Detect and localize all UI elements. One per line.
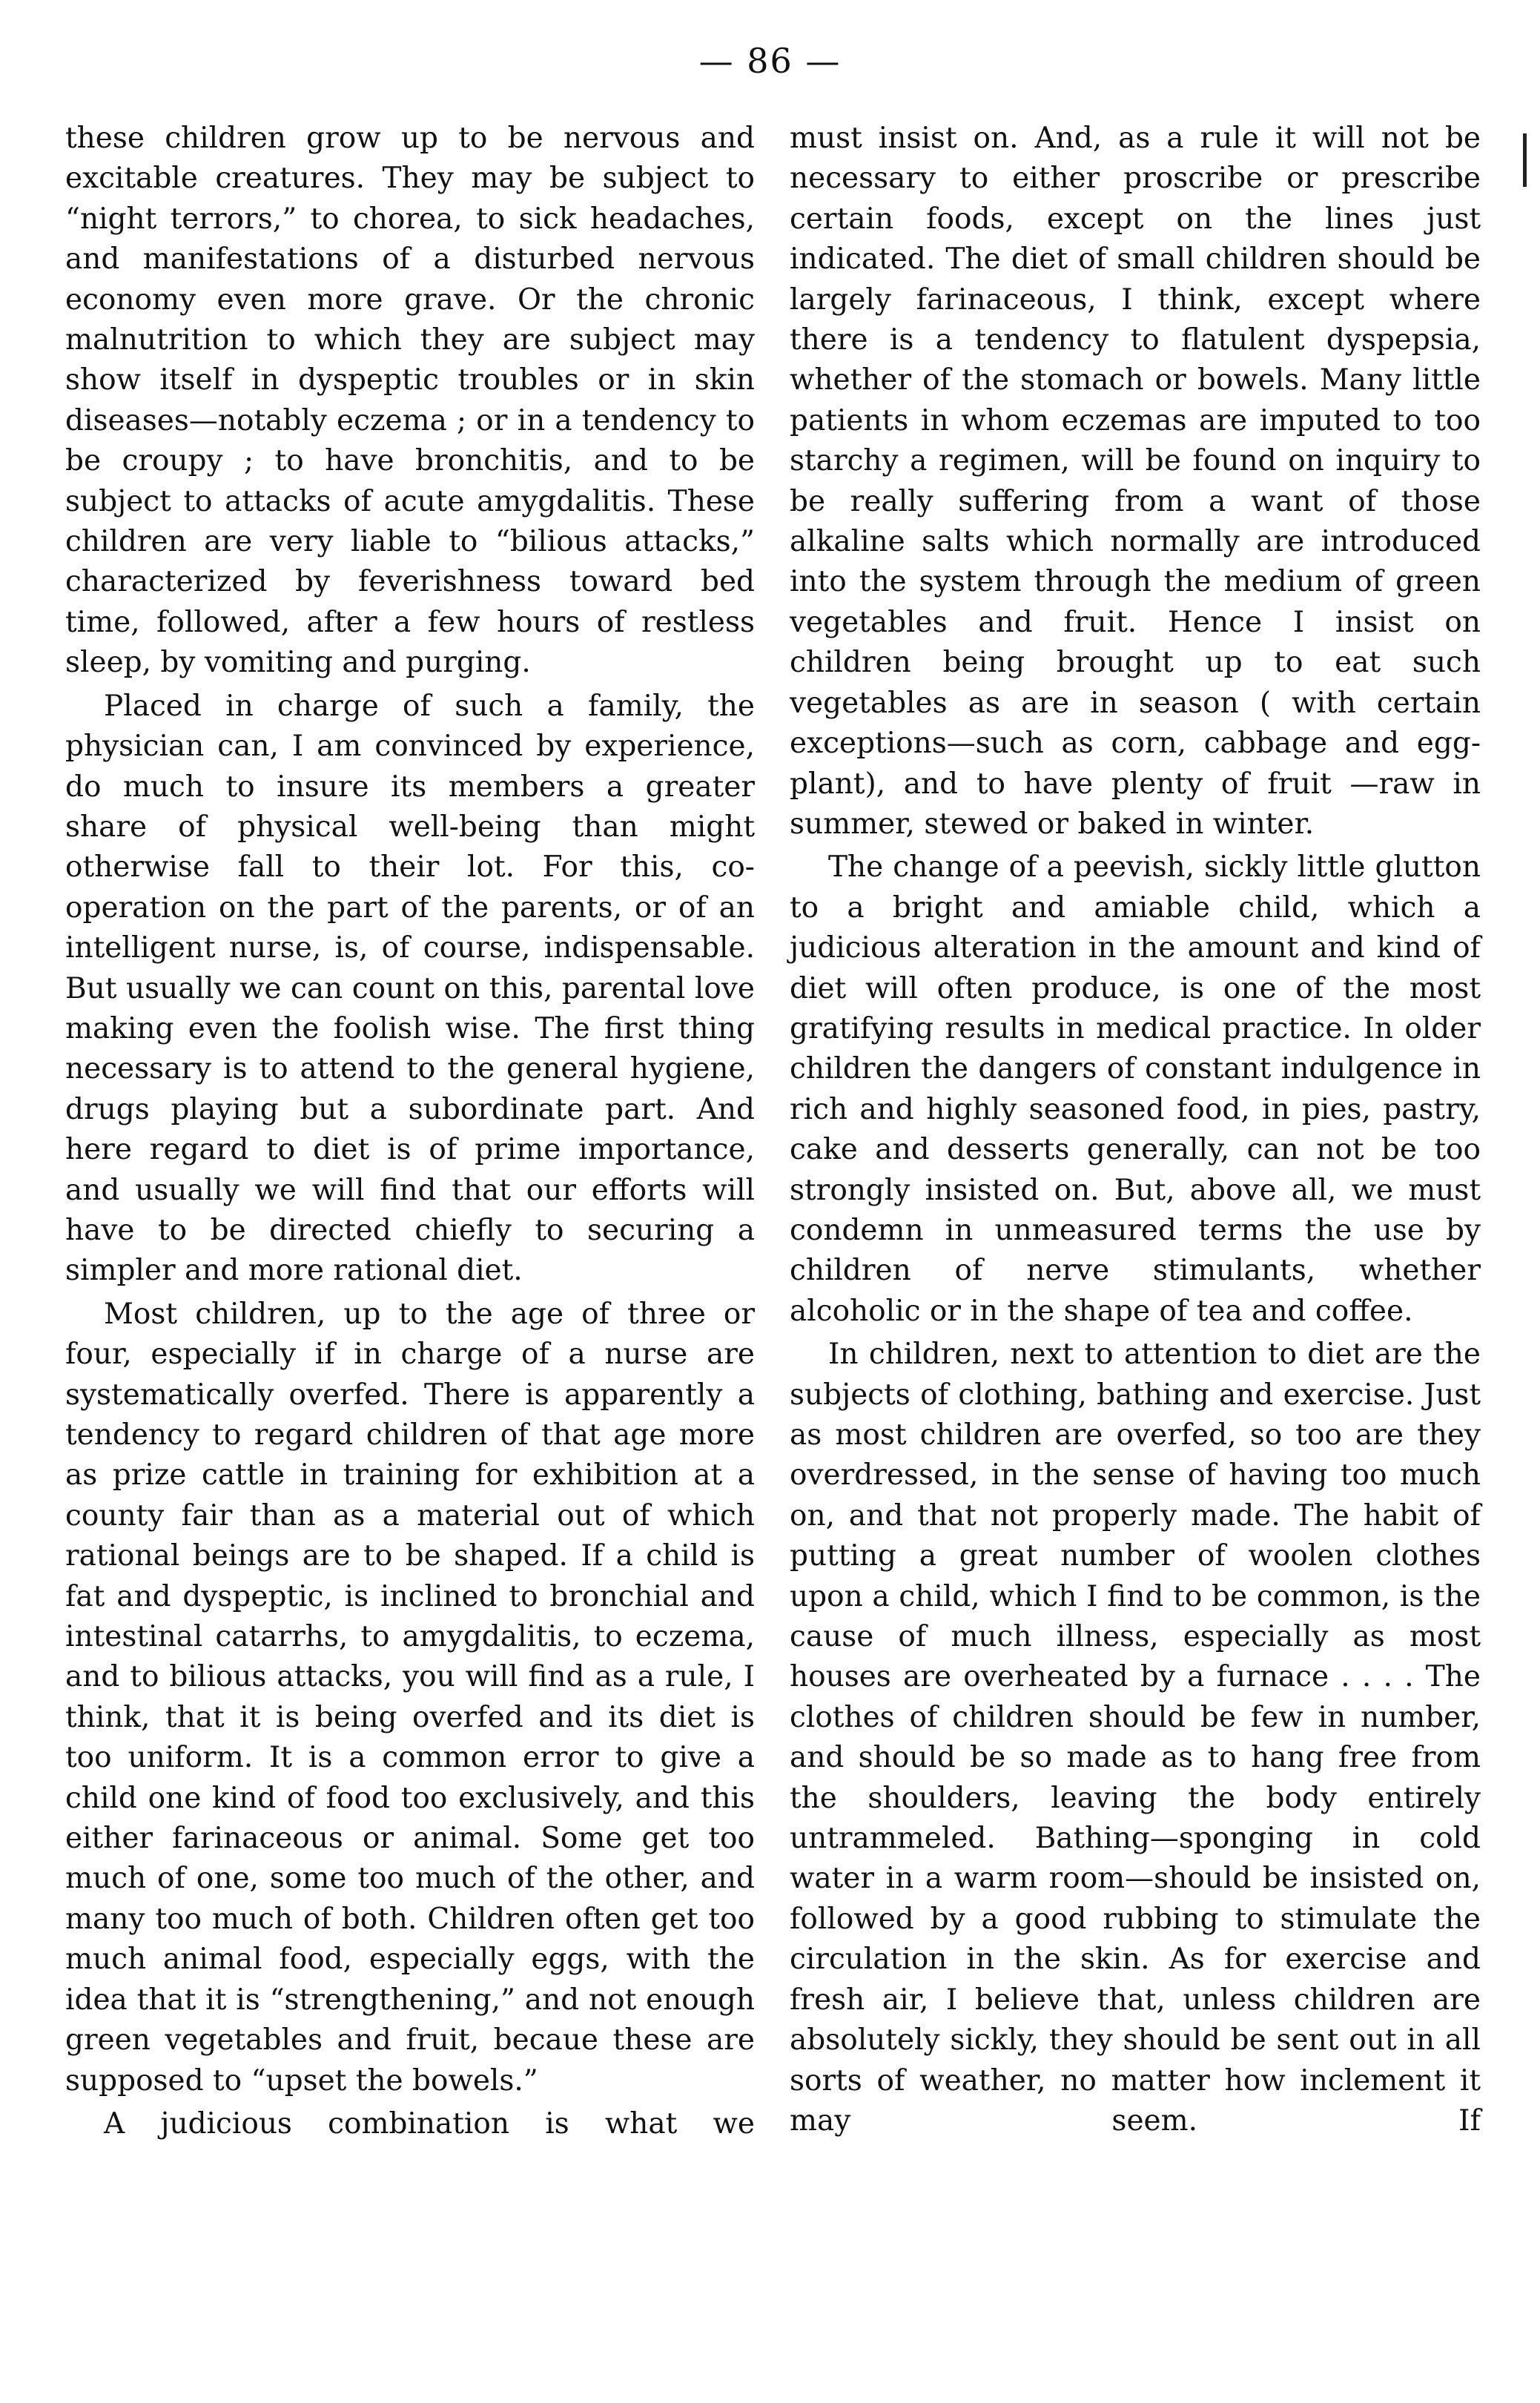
page-number: — 86 — bbox=[698, 41, 842, 81]
paragraph: In children, next to attention to diet are the subjects of clothing, bathing and exercise. Just as most children are overfed, so too are they overdressed, in the sense of having too much on, and that not properly made. The habit of putting a great number of woolen clothes upon a child, which I find to be common, is the cause of much illness, especially as most houses are overheated by a furnace . . . . The clothes of children should be few in number, and should be so made as to hang free from the shoulders, leaving the body entirely untrammeled. Bathing—sponging in cold water in a warm room—should be insisted on, followed by a good rubbing to stimulate the circulation in the skin. As for exercise and fresh air, I believe that, unless children are absolutely sickly, they should be sent out in all sorts of weather, no matter how inclement it may seem. If bbox=[790, 1338, 1481, 2138]
paragraph: Most children, up to the age of three or four, especially if in charge of a nurse are systematically overfed. There is apparently a tendency to regard children of that age more as prize cattle in training for exhibition at a county fair than as a material out of which rational beings are to be shaped. If a child is fat and dyspeptic, is inclined to bronchial and intestinal catarrhs, to amygdalitis, to eczema, and to bilious attacks, you will find as a rule, I think, that it is being overfed and its diet is too uniform. It is a common error to give a child one kind of food too exclusively, and this either farinaceous or animal. Some get too much of one, some too much of the other, and many too much of both. Children often get too much animal food, especially eggs, with the idea that it is “strengthening,” and not enough green vegetables and fruit, becaue these are supposed to “upset the bowels.” bbox=[65, 1297, 755, 2098]
right-column bbox=[790, 119, 1481, 2144]
paragraph: A judicious combination is what we bbox=[104, 2106, 755, 2141]
paragraph: The change of a peevish, sickly little glutton to a bright and amiable child, which a judicious alteration in the amount and kind of diet will often produce, is one of the most gratifying results in medical practice. In older children the dangers of constant indulgence in rich and highly seasoned food, in pies, pastry, cake and desserts generally, can not be too strongly insisted on. But, above all, we must condemn in unmeasured terms the use by children of nerve stimulants, whether alcoholic or in the shape of tea and coffee. bbox=[790, 850, 1481, 1328]
left-column bbox=[65, 119, 755, 2147]
paragraph: Placed in charge of such a family, the physician can, I am convinced by experience, do much to insure its members a greater share of physical well-being than might otherwise fall to their lot. For this, co-operation on the part of the parents, or of an intelligent nurse, is, of course, indispensable. But usually we can count on this, parental love making even the foolish wise. The first thing necessary is to attend to the general hygiene, drugs playing but a subordinate part. And here regard to diet is of prime importance, and usually we will find that our efforts will have to be directed chiefly to securing a simpler and more rational diet. bbox=[65, 689, 755, 1288]
paragraph: must insist on. And, as a rule it will not be necessary to either proscribe or prescribe certain foods, except on the lines just indicated. The diet of small children should be largely farinaceous, I think, except where there is a tendency to flatulent dyspepsia, whether of the stomach or bowels. Many little patients in whom eczemas are imputed to too starchy a regimen, will be found on inquiry to be really suffering from a want of those alkaline salts which normally are introduced into the system through the medium of green vegetables and fruit. Hence I insist on children being brought up to eat such vegetables as are in season ( with certain exceptions—such as corn, cabbage and egg-plant), and to have plenty of fruit —raw in summer, stewed or baked in winter. bbox=[790, 122, 1481, 841]
paragraph: these children grow up to be nervous and excitable creatures. They may be subject to “night terrors,” to chorea, to sick headaches, and manifestations of a disturbed nervous economy even more grave. Or the chronic malnutrition to which they are subject may show itself in dyspeptic troubles or in skin diseases—notably eczema ; or in a tendency to be croupy ; to have bronchitis, and to be subject to attacks of acute amygdalitis. These children are very liable to “bilious attacks,” characterized by feverishness toward bed time, followed, after a few hours of restless sleep, by vomiting and purging. bbox=[65, 122, 755, 680]
margin-mark bbox=[1523, 133, 1527, 187]
